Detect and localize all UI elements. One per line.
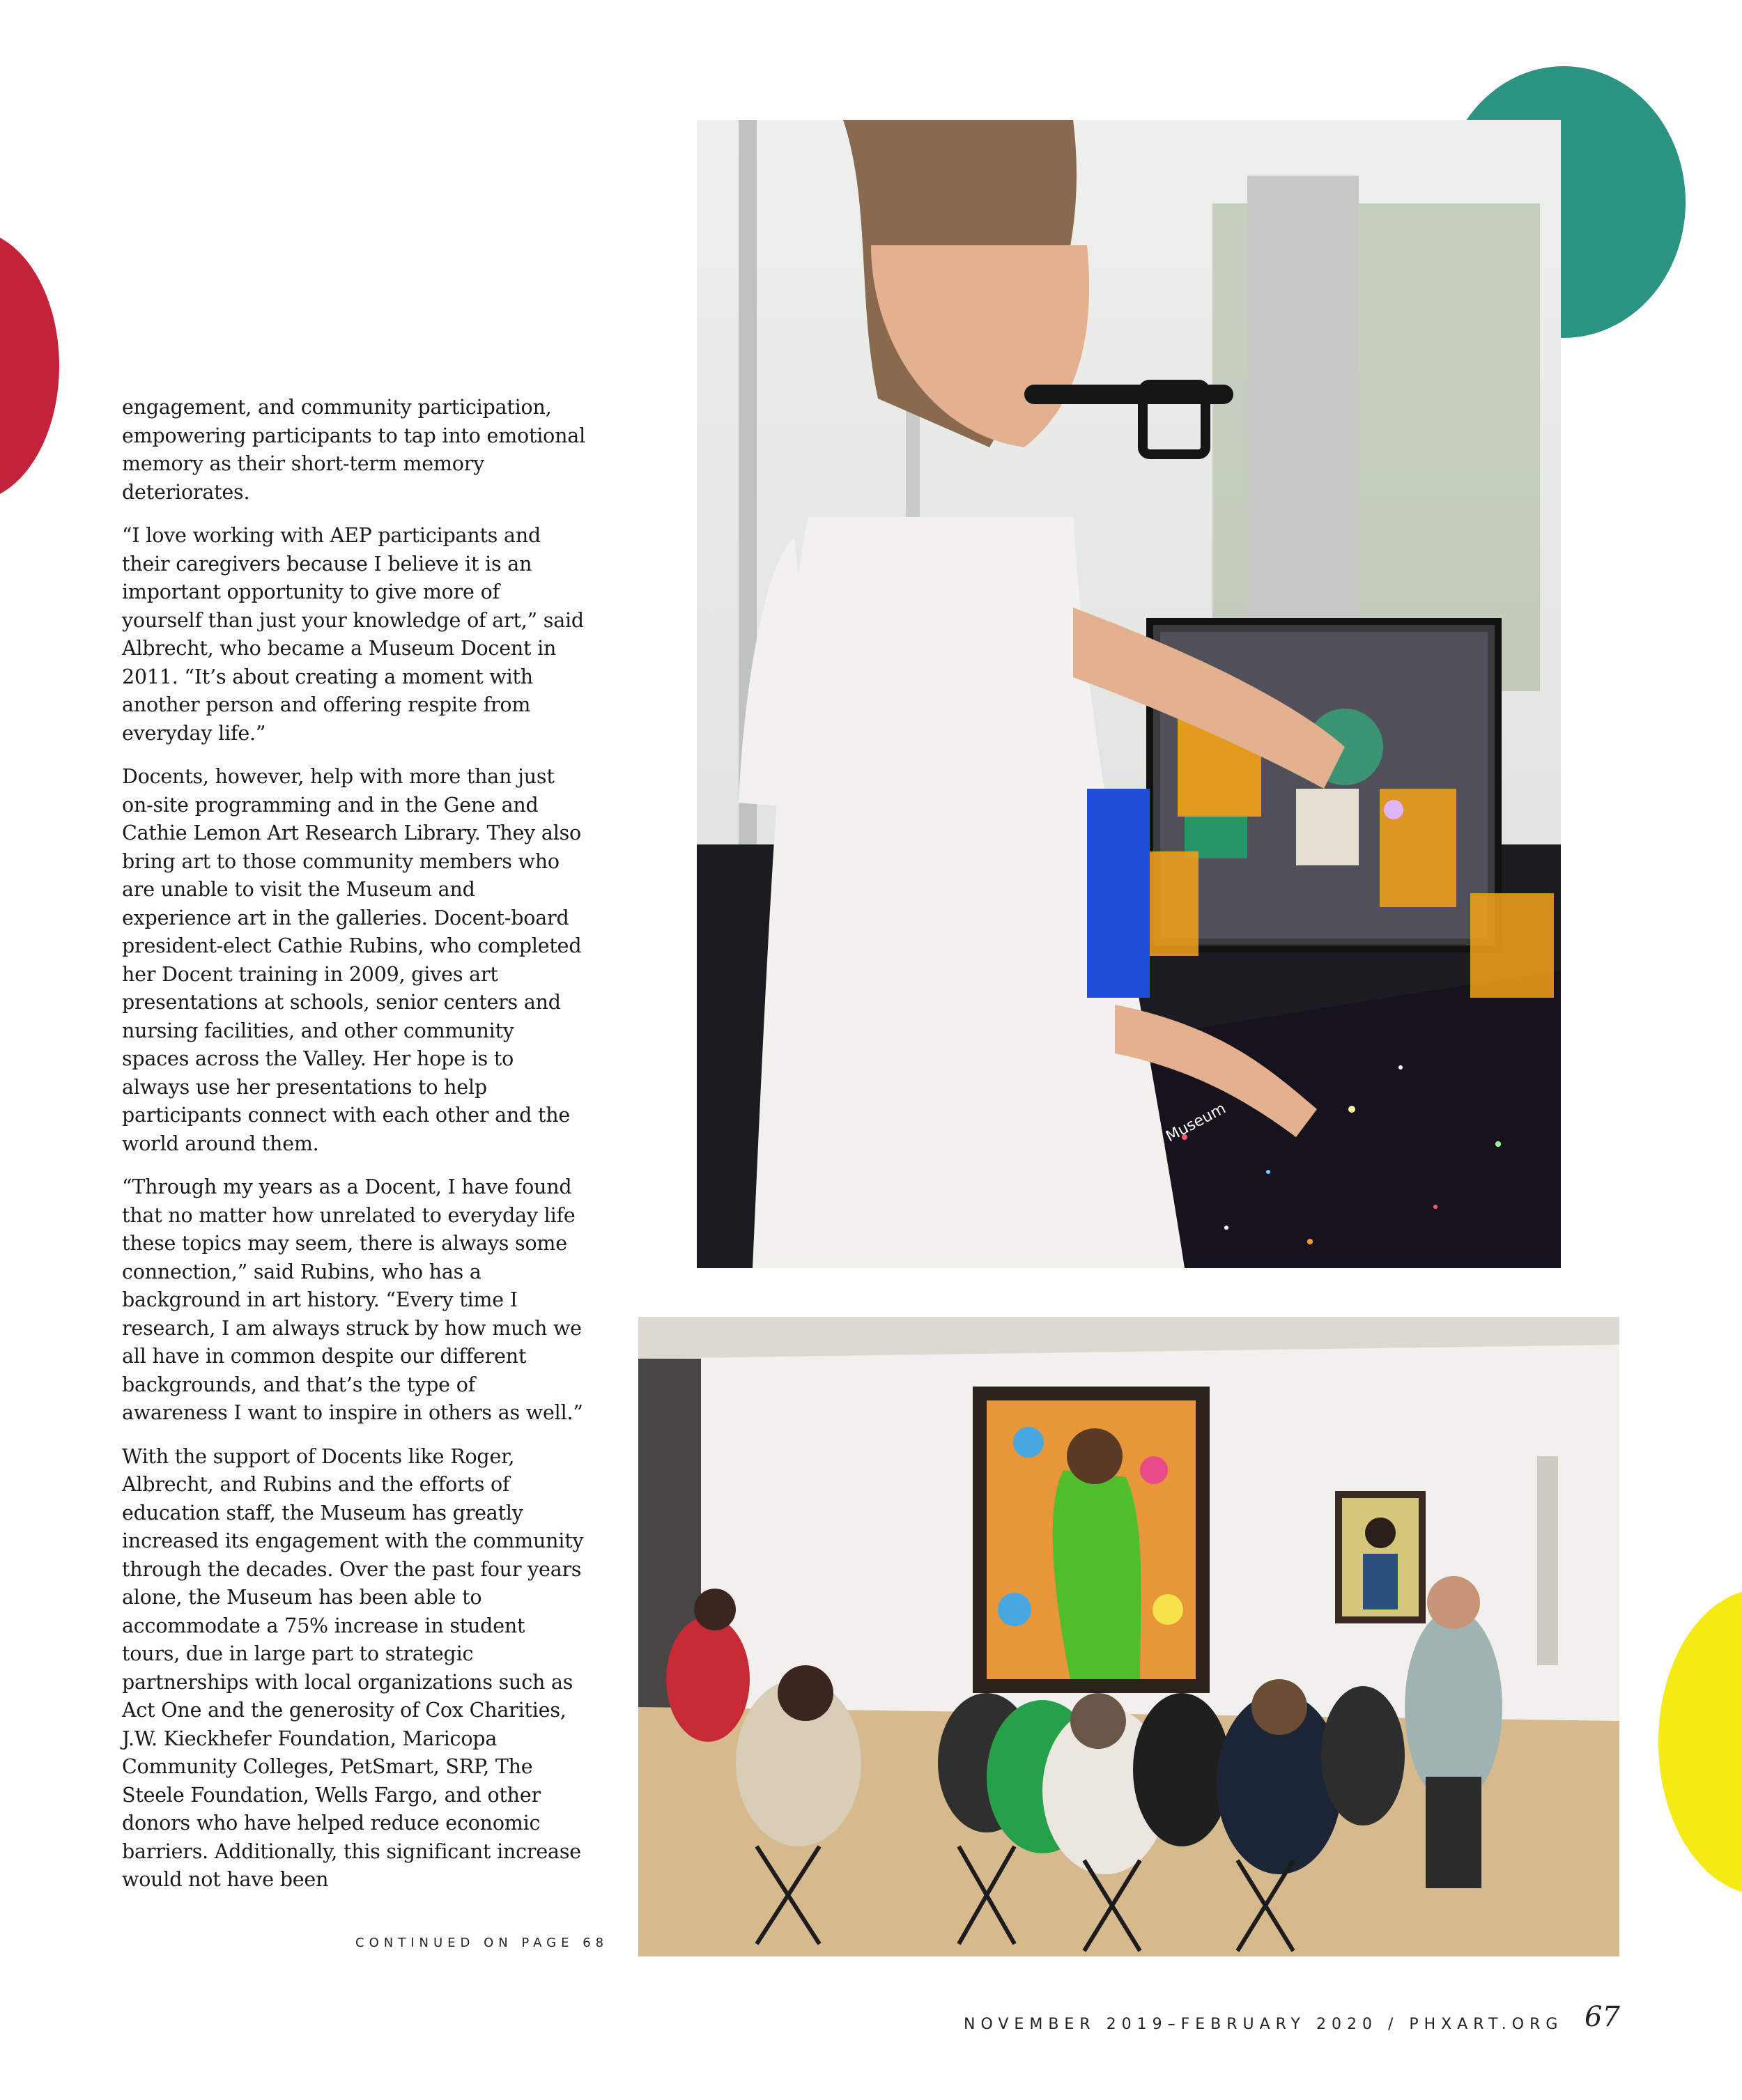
- page-number: 67: [1585, 2001, 1620, 2033]
- large-portrait-painting: [973, 1387, 1210, 1693]
- article-body: [122, 394, 585, 1910]
- amber-cube-light: [1470, 893, 1554, 998]
- continued-on-page: CONTINUED ON PAGE 68: [355, 1936, 609, 1950]
- yellow-half-circle-decoration: [1658, 1589, 1742, 1895]
- photo-boy-illustration: [697, 120, 1561, 1268]
- small-portrait-painting: [1335, 1491, 1426, 1623]
- photo-gallery-illustration: [638, 1317, 1619, 1956]
- article-paragraph: “Through my years as a Docent, I have found that no matter how unrelated to everyday life these topics may seem, there is always some connection,” said Rubins, who has a background in art history. “Every time I research, I am always struck by how much we all have in common despite our different backgrounds, and that’s the type of awareness I want to inspire in others as well.”: [122, 1175, 583, 1424]
- red-half-circle-decoration: [0, 230, 59, 502]
- footer-issue-and-site: NOVEMBER 2019–FEBRUARY 2020 / PHXART.ORG: [964, 2016, 1564, 2033]
- poster-brand: Museum: [1163, 1099, 1229, 1146]
- article-paragraph: Docents, however, help with more than just on-site programming and in the Gene and Cathie Lemon Art Research Library. They also bring art to those community members who are unable to visit the Museum and experience art in the galleries. Docent-board president-elect Cathie Rubins, who completed her Docent training in 2009, gives art presentations at schools, senior centers and nursing facilities, and other community spaces across the Valley. Her hope is to always use her presentations to help participants connect with each other and the world around them.: [122, 765, 582, 1155]
- article-paragraph: “I love working with AEP participants and their caregivers because I believe it is an important opportunity to give more of yourself than just your knowledge of art,” said Albrecht, who became a Museum Docent in 2011. “It’s about creating a moment with another person and offering respite from everyday life.”: [122, 524, 584, 745]
- article-paragraph: With the support of Docents like Roger, Albrecht, and Rubins and the efforts of education staff, the Museum has greatly increased its engagement with the community through the decades. Over the past four years alone, the Museum has been able to accommodate a 75% increase in student tours, due in large part to strategic partnerships with local organizations such as Act One and the generosity of Cox Charities, J.W. Kieckhefer Foundation, Maricopa Community Colleges, PetSmart, SRP, The Steele Foundation, Wells Fargo, and other donors who have helped reduce economic barriers. Additionally, this significant increase would not have been: [122, 1444, 584, 1891]
- article-paragraph: engagement, and community participation, empowering participants to tap into emotional memory as their short-term memory deteriorates.: [122, 396, 585, 504]
- photo-gallery-talk: [638, 1317, 1619, 1956]
- photo-boy-with-mirror-box: [697, 120, 1561, 1268]
